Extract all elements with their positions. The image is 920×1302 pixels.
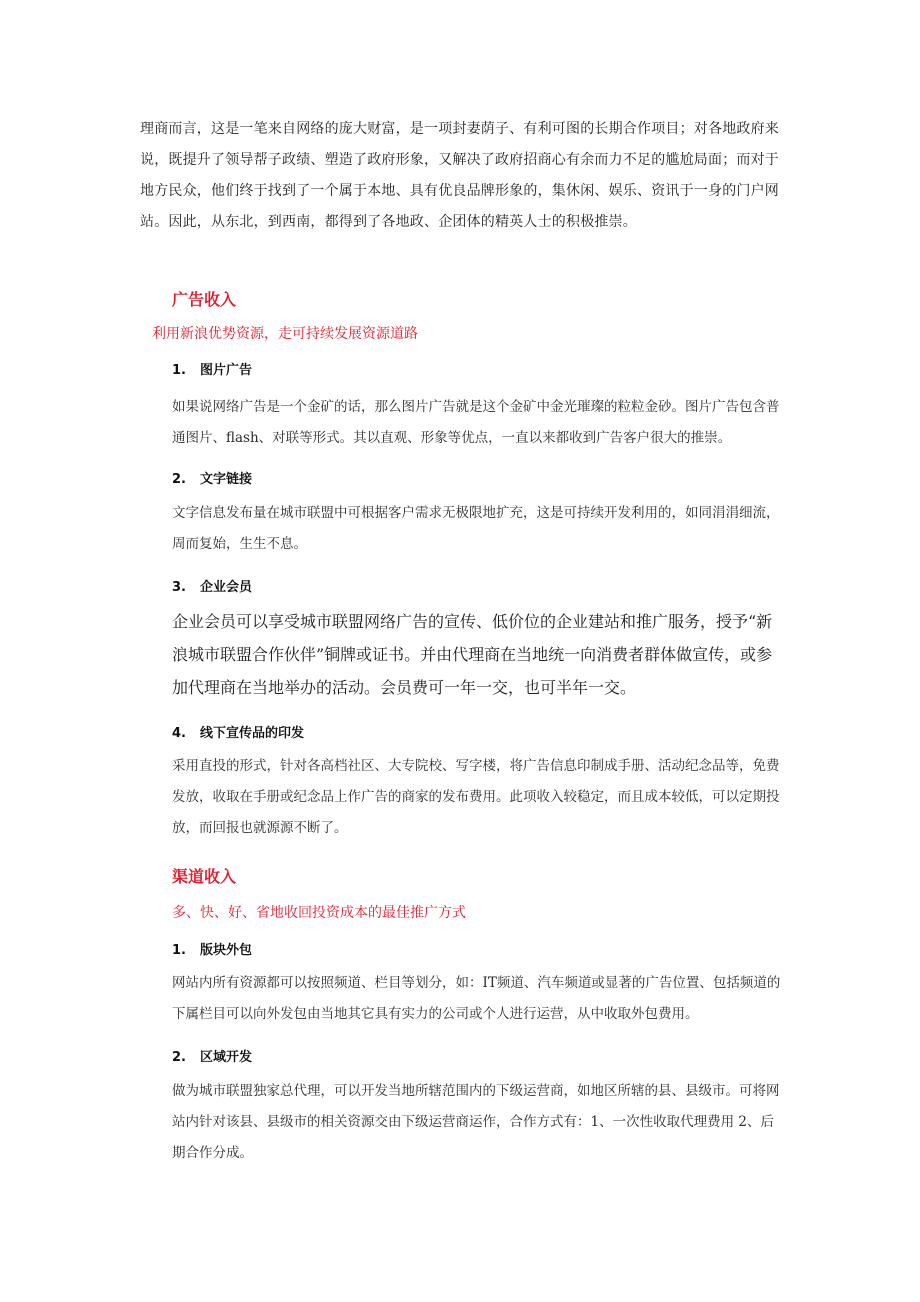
ad-item-3-title: 企业会员 <box>200 580 253 595</box>
channel-item-2-title: 区域开发 <box>200 1050 253 1065</box>
ad-item-4-number: 4. <box>172 726 186 741</box>
channel-section-subtitle: 多、快、好、省地收回投资成本的最佳推广方式 <box>172 905 466 921</box>
channel-item-1-heading <box>172 939 252 958</box>
ad-item-4-heading <box>172 722 304 741</box>
channel-item-2-body: 做为城市联盟独家总代理，可以开发当地所辖范围内的下级运营商，如地区所辖的县、县级市。可将网站内针对该县、县级市的相关资源交由下级运营商运作，合作方式有：1、一次性收取代理费用 2、后期合作分成。 <box>172 1083 780 1161</box>
channel-item-1-body: 网站内所有资源都可以按照频道、栏目等划分，如：IT频道、汽车频道或显著的广告位置、包括频道的下属栏目可以向外发包由当地其它具有实力的公司或个人进行运营，从中收取外包费用。 <box>172 975 781 1022</box>
ad-item-2-title: 文字链接 <box>200 472 253 487</box>
ad-item-2-body: 文字信息发布量在城市联盟中可根据客户需求无极限地扩充，这是可持续开发利用的，如同涓涓细流，周而复始，生生不息。 <box>172 505 780 552</box>
ad-item-1-heading <box>172 359 252 378</box>
channel-item-1-number: 1. <box>172 943 186 958</box>
ad-item-2-number: 2. <box>172 472 186 487</box>
ad-item-3-number: 3. <box>172 580 186 595</box>
ad-item-2-heading <box>172 468 252 487</box>
ad-section-subtitle: 利用新浪优势资源，走可持续发展资源道路 <box>152 326 418 342</box>
ad-item-1-title: 图片广告 <box>200 363 253 378</box>
ad-item-1-body: 如果说网络广告是一个金矿的话，那么图片广告就是这个金矿中金光璀璨的粒粒金砂。图片广告包含普通图片、flash、对联等形式。其以直观、形象等优点，一直以来都收到广告客户很大的推崇。 <box>172 399 780 446</box>
channel-item-1-title: 版块外包 <box>200 943 253 958</box>
intro-paragraph: 理商而言，这是一笔来自网络的庞大财富，是一项封妻荫子、有利可图的长期合作项目；对各地政府来说，既提升了领导帮子政绩、塑造了政府形象，又解决了政府招商心有余而力不足的尴尬局面；而对于地方民众，他们终于找到了一个属于本地、具有优良品牌形象的，集休闲、娱乐、资讯于一身的门户网站。因此，从东北，到西南，都得到了各地政、企团体的精英人士的积极推崇。 <box>140 121 779 230</box>
ad-item-4-body: 采用直投的形式，针对各高档社区、大专院校、写字楼，将广告信息印制成手册、活动纪念品等，免费发放，收取在手册或纪念品上作广告的商家的发布费用。此项收入较稳定，而且成本较低，可以定期投放，而回报也就源源不断了。 <box>172 758 780 836</box>
channel-item-2-heading <box>172 1046 252 1065</box>
channel-section-title: 渠道收入 <box>172 867 237 886</box>
channel-item-2-number: 2. <box>172 1050 186 1065</box>
ad-item-4-title: 线下宣传品的印发 <box>200 726 305 741</box>
ad-item-1-number: 1. <box>172 363 186 378</box>
ad-item-3-heading <box>172 576 252 595</box>
ad-section-title: 广告收入 <box>172 290 237 309</box>
ad-item-3-body: 企业会员可以享受城市联盟网络广告的宣传、低价位的企业建站和推广服务，授予“新浪城市联盟合作伙伴”铜牌或证书。并由代理商在当地统一向消费者群体做宣传，或参加代理商在当地举办的活动。会员费可一年一交，也可半年一交。 <box>172 612 773 697</box>
